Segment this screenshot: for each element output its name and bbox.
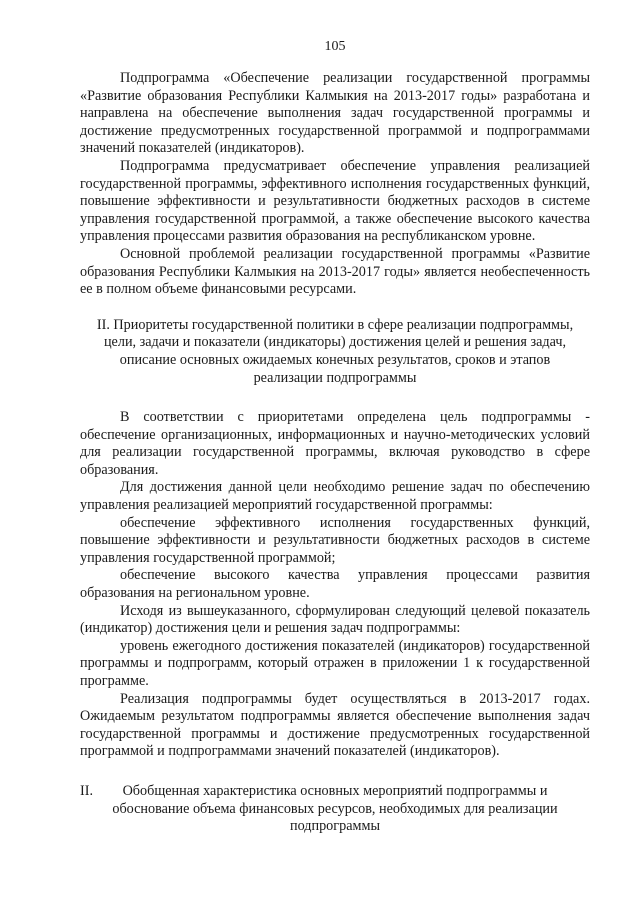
paragraph: Реализация подпрограммы будет осуществляться в 2013-2017 годах. Ожидаемым результатом подпрограммы является обеспечение выполнения задач государственной программы и достижение предусмотренных государственной программой и подпрограммами значений показателей (индикаторов).	[80, 690, 590, 760]
paragraph: Подпрограмма предусматривает обеспечение управления реализацией государственной программы, эффективного исполнения государственных функций, повышение эффективности и результативности бюджетных расходов в системе управления государственной программой, а также обеспечение высокого качества управления процессами развития образования на республиканском уровне.	[80, 157, 590, 245]
section-2-body	[80, 409, 590, 761]
paragraph: Подпрограмма «Обеспечение реализации государственной программы «Развитие образования Республики Калмыкия на 2013-2017 годы» разработана и направлена на обеспечение выполнения задач государственной программы и достижение предусмотренных государственной программой и подпрограммами значений показателей (индикаторов).	[80, 70, 590, 157]
heading-line: цели, задачи и показатели (индикаторы) достижения целей и решения задач,	[103, 334, 567, 351]
list-item: уровень ежегодного достижения показателей (индикаторов) государственной программы и подпрограмм, который отражен в приложении 1 к государственной программе.	[80, 637, 590, 689]
page-number: 105	[324, 39, 346, 54]
heading-line: обоснование объема финансовых ресурсов, необходимых для реализации	[112, 800, 558, 817]
paragraph: В соответствии с приоритетами определена цель подпрограммы - обеспечение организационных, информационных и научно-методических условий для реализации государственной программы, включая руководство в сфере образования.	[80, 409, 590, 478]
heading-number: II.	[80, 782, 93, 799]
intro-section	[80, 70, 590, 299]
paragraph: Для достижения данной цели необходимо решение задач по обеспечению управления реализацией мероприятий государственной программы:	[80, 479, 590, 514]
heading-line: реализации подпрограммы	[253, 369, 417, 386]
heading-text: Обобщенная характеристика основных мероприятий подпрограммы и	[122, 782, 548, 799]
paragraph: Основной проблемой реализации государственной программы «Развитие образования Республики Калмыкия на 2013-2017 годы» является необеспеченность ее в полном объеме финансовыми ресурсами.	[80, 245, 590, 298]
list-item: обеспечение эффективного исполнения государственных функций, повышение эффективности и результативности бюджетных расходов в системе управления государственной программой;	[80, 514, 590, 566]
heading-line: описание основных ожидаемых конечных результатов, сроков и этапов	[119, 351, 551, 368]
section-3-heading	[80, 783, 590, 836]
heading-line	[80, 783, 590, 801]
heading-line: II. Приоритеты государственной политики в сфере реализации подпрограммы,	[96, 316, 574, 333]
paragraph: Исходя из вышеуказанного, сформулирован следующий целевой показатель (индикатор) достижения цели и решения задач подпрограммы:	[80, 602, 590, 637]
heading-line: подпрограммы	[290, 818, 380, 835]
section-2-heading	[80, 317, 590, 387]
list-item: обеспечение высокого качества управления процессами развития образования на региональном уровне.	[80, 567, 590, 602]
